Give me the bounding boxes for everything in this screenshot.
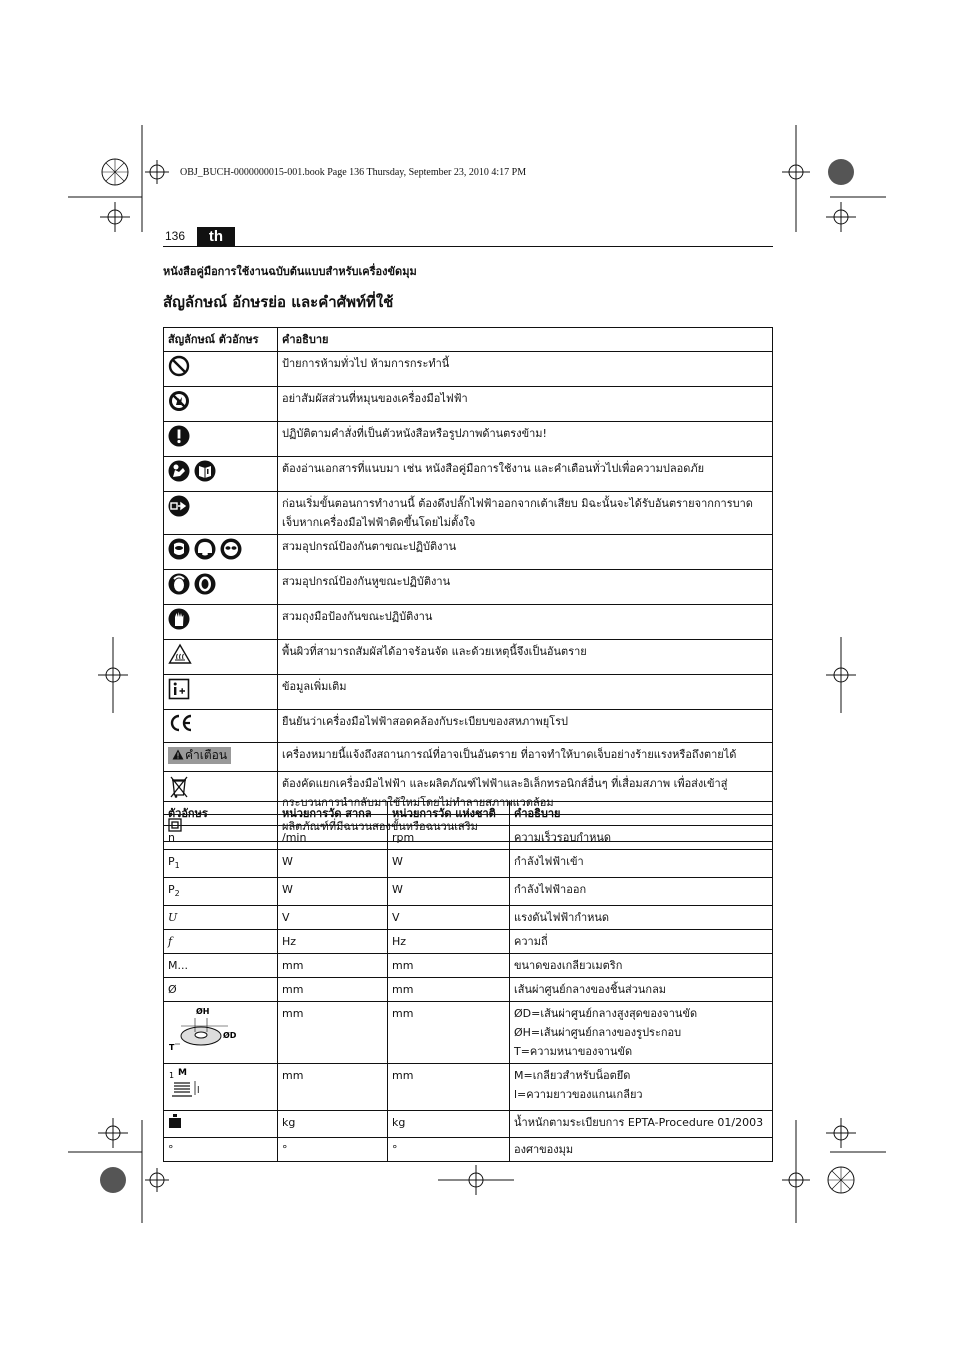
si-unit-cell: Hz: [278, 930, 388, 954]
language-tag: th: [197, 227, 235, 246]
table-header-row: [164, 802, 773, 826]
svg-text:l: l: [197, 1086, 200, 1097]
table-row: [164, 826, 773, 850]
national-unit-cell: mm: [388, 954, 510, 978]
description-cell: [510, 954, 773, 978]
symbol-cell: [164, 422, 278, 457]
national-unit-cell: Hz: [388, 930, 510, 954]
table-row: [164, 605, 773, 640]
description-line: น้ำหนักตามระเบียบการ EPTA-Procedure 01/2003: [514, 1116, 764, 1130]
hot-surface-icon: [168, 643, 192, 671]
description-cell: [510, 930, 773, 954]
symbol-cell: [164, 826, 278, 850]
symbol-cell: [164, 710, 278, 743]
si-unit-cell: mm: [278, 1064, 388, 1111]
description-line: ความถี่: [514, 935, 548, 949]
symbol-cell: [164, 492, 278, 535]
symbol-cell: [164, 743, 278, 772]
symbol-text: n: [168, 831, 175, 844]
column-header: ตัวอักษร: [164, 802, 278, 826]
warning-triangle-icon: [172, 748, 184, 764]
thread-spindle-icon: [168, 1066, 208, 1108]
table-header-row: [164, 328, 773, 352]
read-manual-icon: [168, 460, 190, 488]
table-row: [164, 978, 773, 1002]
symbol-cell: [164, 1064, 278, 1111]
table-row: [164, 1002, 773, 1064]
symbol-text: U: [168, 911, 178, 925]
description-cell: ข้อมูลเพิ่มเติม: [278, 675, 773, 710]
symbol-cell: [164, 457, 278, 492]
description-cell: ยืนยันว่าเครื่องมือไฟฟ้าสอดคล้องกับระเบียบของสหภาพยุโรป: [278, 710, 773, 743]
weight-icon: [168, 1113, 182, 1135]
si-unit-cell: W: [278, 878, 388, 906]
symbol-cell: [164, 878, 278, 906]
symbols-table: [163, 327, 773, 842]
table-row: [164, 1138, 773, 1162]
page-number: 136: [165, 229, 186, 243]
symbol-text: °: [168, 1143, 174, 1157]
section-heading: สัญลักษณ์ อักษรย่อ และคำศัพท์ที่ใช้: [163, 293, 394, 311]
svg-text:M: M: [178, 1068, 187, 1079]
table-row: [164, 850, 773, 878]
table-row: [164, 570, 773, 605]
description-cell: [510, 1064, 773, 1111]
symbol-cell: [164, 570, 278, 605]
ear-protection-icon: [168, 573, 190, 601]
si-unit-cell: /min: [278, 826, 388, 850]
symbol-cell: [164, 1138, 278, 1162]
national-unit-cell: kg: [388, 1111, 510, 1138]
symbol-cell: [164, 1002, 278, 1064]
svg-text:ØH: ØH: [196, 1007, 210, 1017]
ear-muff-icon: [194, 573, 216, 601]
table-row: [164, 387, 773, 422]
description-line: ขนาดของเกลียวเมตริก: [514, 959, 623, 973]
national-unit-cell: mm: [388, 978, 510, 1002]
symbol-subscript: 1: [174, 861, 180, 871]
description-cell: [510, 850, 773, 878]
description-cell: ก่อนเริ่มขั้นตอนการทำงานนี้ ต้องดึงปลั๊กไฟฟ้าออกจากเต้าเสียบ มิฉะนั้นจะได้รับอันตรายจากการบาดเจ็บหากเครื่องมือไฟฟ้าติดขึ้นโดยไม่ตั้งใจ: [278, 492, 773, 535]
svg-text:T: T: [169, 1043, 175, 1053]
symbol-cell: [164, 850, 278, 878]
table-row: [164, 878, 773, 906]
si-unit-cell: mm: [278, 978, 388, 1002]
si-unit-cell: mm: [278, 1002, 388, 1064]
symbol-cell: [164, 1111, 278, 1138]
table-row: [164, 457, 773, 492]
svg-text:1: 1: [169, 1071, 175, 1081]
column-header: สัญลักษณ์ ตัวอักษร: [164, 328, 278, 352]
description-line: l=ความยาวของแกนเกลียว: [514, 1088, 643, 1102]
description-line: T=ความหนาของจานขัด: [514, 1045, 633, 1059]
description-line: M=เกลียวสำหรับน็อตยึด: [514, 1069, 631, 1083]
warning-label-text: คำเตือน: [185, 748, 228, 762]
table-row: [164, 930, 773, 954]
description-cell: ต้องอ่านเอกสารที่แนบมา เช่น หนังสือคู่มือการใช้งาน และคำเตือนทั่วไปเพื่อความปลอดภัย: [278, 457, 773, 492]
warning-label: [168, 747, 231, 764]
table-row: [164, 640, 773, 675]
information-icon: [168, 678, 190, 706]
symbol-cell: [164, 605, 278, 640]
column-header: หน่วยการวัด สากล: [278, 802, 388, 826]
symbol-cell: [164, 640, 278, 675]
national-unit-cell: mm: [388, 1002, 510, 1064]
national-unit-cell: mm: [388, 1064, 510, 1111]
ce-mark-icon: [168, 713, 194, 739]
disc-dimensions-icon: [168, 1004, 238, 1060]
symbol-cell: [164, 930, 278, 954]
column-header: คำอธิบาย: [510, 802, 773, 826]
table-row: [164, 535, 773, 570]
description-cell: อย่าสัมผัสส่วนที่หมุนของเครื่องมือไฟฟ้า: [278, 387, 773, 422]
print-header: OBJ_BUCH-0000000015-001.book Page 136 Thursday, September 23, 2010 4:17 PM: [180, 167, 527, 178]
description-line: ØD=เส้นผ่าศูนย์กลางสูงสุดของจานขัด: [514, 1007, 698, 1021]
document-subtitle: หนังสือคู่มือการใช้งานฉบับต้นแบบสำหรับเครื่องขัดมุม: [163, 265, 417, 278]
unplug-icon: [168, 495, 190, 523]
table-row: [164, 906, 773, 930]
description-cell: ป้ายการห้ามทั่วไป ห้ามการกระทำนี้: [278, 352, 773, 387]
si-unit-cell: kg: [278, 1111, 388, 1138]
description-line: แรงดันไฟฟ้ากำหนด: [514, 911, 610, 925]
description-cell: ผลิตภัณฑ์ที่มีฉนวนสองชั้นหรือฉนวนเสริม: [278, 815, 773, 842]
symbol-text: Ø: [168, 983, 177, 997]
svg-text:ØD: ØD: [223, 1031, 237, 1041]
symbol-text: P: [168, 855, 175, 868]
table-row: [164, 352, 773, 387]
description-line: เส้นผ่าศูนย์กลางของชิ้นส่วนกลม: [514, 983, 667, 997]
prohibition-icon: [168, 355, 190, 383]
national-unit-cell: V: [388, 906, 510, 930]
table-row: [164, 1064, 773, 1111]
symbol-text: M...: [168, 959, 188, 973]
symbol-cell: [164, 675, 278, 710]
description-cell: สวมถุงมือป้องกันขณะปฏิบัติงาน: [278, 605, 773, 640]
si-unit-cell: W: [278, 850, 388, 878]
symbol-cell: [164, 978, 278, 1002]
symbol-subscript: 2: [174, 889, 180, 899]
mandatory-action-icon: [168, 425, 190, 453]
description-line: ความเร็วรอบกำหนด: [514, 831, 612, 844]
description-line: กำลังไฟฟ้าเข้า: [514, 855, 584, 868]
symbol-cell: [164, 954, 278, 978]
gloves-icon: [168, 608, 190, 636]
face-shield-icon: [168, 538, 190, 566]
table-row: [164, 492, 773, 535]
symbol-text: P: [168, 883, 175, 897]
si-unit-cell: °: [278, 1138, 388, 1162]
description-cell: เครื่องหมายนี้แจ้งถึงสถานการณ์ที่อาจเป็นอันตราย ที่อาจทำให้บาดเจ็บอย่างร้ายแรงหรือถึงตายได้: [278, 743, 773, 772]
goggles-icon: [220, 538, 242, 566]
table-row: [164, 1111, 773, 1138]
table-row: [164, 743, 773, 772]
description-line: ØH=เส้นผ่าศูนย์กลางของรูประกอบ: [514, 1026, 682, 1040]
helmet-icon: [194, 538, 216, 566]
description-line: กำลังไฟฟ้าออก: [514, 883, 587, 897]
table-row: [164, 422, 773, 457]
national-unit-cell: W: [388, 850, 510, 878]
header-rule: [163, 246, 773, 247]
description-cell: [510, 826, 773, 850]
description-cell: [510, 1138, 773, 1162]
description-cell: ปฏิบัติตามคำสั่งที่เป็นตัวหนังสือหรือรูปภาพด้านตรงข้าม!: [278, 422, 773, 457]
symbol-cell: [164, 387, 278, 422]
symbol-cell: [164, 352, 278, 387]
units-table: [163, 801, 773, 1162]
description-cell: [510, 878, 773, 906]
column-header: หน่วยการวัด แห่งชาติ: [388, 802, 510, 826]
table-row: [164, 954, 773, 978]
description-cell: ต้องคัดแยกเครื่องมือไฟฟ้า และผลิตภัณฑ์ไฟฟ้าและอิเล็กทรอนิกส์อื่นๆ ที่เสื่อมสภาพ เพื่อส่งเข้าสู่กระบวนการนำกลับมาใช้ใหม่โดยไม่ทำลายสภาพแวดล้อม: [278, 772, 773, 815]
description-cell: [510, 1002, 773, 1064]
description-cell: [510, 978, 773, 1002]
description-cell: สวมอุปกรณ์ป้องกันหูขณะปฏิบัติงาน: [278, 570, 773, 605]
symbol-text: f: [168, 935, 173, 949]
description-line: องศาของมุม: [514, 1143, 574, 1157]
do-not-touch-rotating-icon: [168, 390, 190, 418]
description-cell: พื้นผิวที่สามารถสัมผัสได้อาจร้อนจัด และด้วยเหตุนี้จึงเป็นอันตราย: [278, 640, 773, 675]
description-cell: [510, 906, 773, 930]
description-cell: [510, 1111, 773, 1138]
table-row: [164, 675, 773, 710]
national-unit-cell: W: [388, 878, 510, 906]
national-unit-cell: rpm: [388, 826, 510, 850]
manual-book-icon: [194, 460, 216, 488]
si-unit-cell: mm: [278, 954, 388, 978]
symbol-cell: [164, 535, 278, 570]
si-unit-cell: V: [278, 906, 388, 930]
national-unit-cell: °: [388, 1138, 510, 1162]
column-header: คำอธิบาย: [278, 328, 773, 352]
description-cell: สวมอุปกรณ์ป้องกันตาขณะปฏิบัติงาน: [278, 535, 773, 570]
table-row: [164, 710, 773, 743]
symbol-cell: [164, 906, 278, 930]
